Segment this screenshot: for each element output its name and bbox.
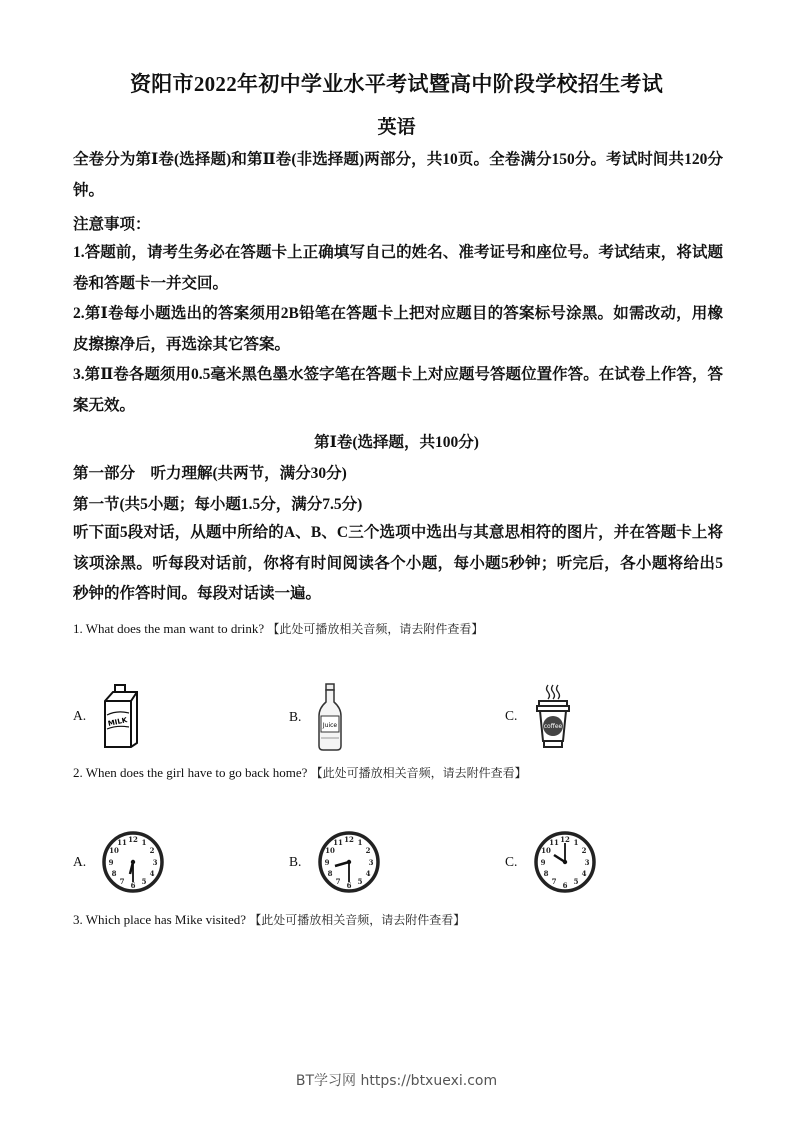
- svg-text:9: 9: [108, 858, 114, 867]
- svg-text:11: 11: [333, 838, 343, 847]
- subject-title: 英语: [377, 117, 416, 138]
- footer-watermark: BT学习网 https://btxuexi.com: [295, 1073, 498, 1089]
- listening-instructions: 听下面5段对话，从题中所给的A、B、C三个选项中选出与其意思相符的图片，并在答题卡上将该项涂黑。听每段对话前，你将有时间阅读各个小题，每小题5秒钟；听完后，各小题将给出5秒钟的作答时间。每段对话读一遍。: [73, 524, 723, 602]
- svg-text:2: 2: [581, 846, 587, 855]
- intro-paragraph: 全卷分为第Ⅰ卷(选择题)和第Ⅱ卷(非选择题)两部分，共10页。全卷满分150分。考试时间共120分钟。: [73, 151, 723, 199]
- svg-text:8: 8: [543, 869, 549, 878]
- milk-carton-icon: [101, 683, 141, 749]
- svg-text:12: 12: [344, 835, 354, 844]
- svg-text:6: 6: [346, 881, 352, 890]
- svg-text:4: 4: [365, 869, 371, 878]
- svg-text:7: 7: [551, 877, 557, 886]
- svg-text:12: 12: [128, 835, 138, 844]
- question-3: [73, 911, 465, 928]
- svg-text:3: 3: [152, 858, 158, 867]
- notice-item-1: 1.答题前，请考生务必在答题卡上正确填写自己的姓名、准考证号和座位号。考试结束，将试题卷和答题卡一并交回。: [73, 244, 723, 292]
- notice-item-2: 2.第Ⅰ卷每小题选出的答案须用2B铅笔在答题卡上把对应题目的答案标号涂黑。如需改动，用橡皮擦擦净后，再选涂其它答案。: [73, 305, 723, 353]
- svg-text:Juice: Juice: [322, 722, 338, 729]
- svg-text:6: 6: [562, 881, 568, 890]
- svg-text:12: 12: [560, 835, 570, 844]
- svg-text:9: 9: [324, 858, 330, 867]
- svg-text:5: 5: [141, 877, 147, 886]
- clock-icon: [101, 830, 165, 894]
- notice-item-3: 3.第Ⅱ卷各题须用0.5毫米黑色墨水签字笔在答题卡上对应题号答题位置作答。在试卷上作答，答案无效。: [73, 366, 723, 414]
- svg-text:2: 2: [365, 846, 371, 855]
- svg-text:1: 1: [573, 838, 579, 847]
- volume-title: 第Ⅰ卷(选择题，共100分): [314, 434, 479, 451]
- question-2: [73, 764, 527, 781]
- svg-text:8: 8: [327, 869, 333, 878]
- svg-text:MILK: MILK: [107, 716, 128, 728]
- svg-text:11: 11: [549, 838, 559, 847]
- svg-text:7: 7: [119, 877, 125, 886]
- svg-text:7: 7: [335, 877, 341, 886]
- svg-text:4: 4: [149, 869, 155, 878]
- juice-bottle-icon: [317, 682, 343, 752]
- svg-text:3: 3: [368, 858, 374, 867]
- exam-title: 资阳市2022年初中学业水平考试暨高中阶段学校招生考试: [129, 72, 664, 96]
- svg-text:10: 10: [109, 846, 119, 855]
- svg-text:3: 3: [584, 858, 590, 867]
- svg-text:1: 1: [357, 838, 363, 847]
- audio-note[interactable]: 【此处可播放相关音频，请去附件查看】: [310, 766, 527, 780]
- question-1: [73, 620, 483, 637]
- question-text: 3. Which place has Mike visited?: [73, 912, 247, 927]
- svg-text:10: 10: [325, 846, 335, 855]
- notice-heading: 注意事项：: [73, 216, 151, 233]
- audio-note[interactable]: 【此处可播放相关音频，请去附件查看】: [249, 913, 466, 927]
- q2-option-c[interactable]: C. 12 1 2 3 4 5 6 7 8 9 10 11: [505, 830, 597, 894]
- q2-option-b[interactable]: B. 12 1 2 3 4 5 6 7 8 9 10 11: [289, 830, 381, 894]
- part-title: 第一部分 听力理解(共两节，满分30分): [73, 465, 347, 482]
- svg-text:2: 2: [149, 846, 155, 855]
- section-title: 第一节(共5小题；每小题1.5分，满分7.5分): [73, 496, 363, 513]
- svg-text:coffee: coffee: [543, 723, 563, 730]
- question-text: 1. What does the man want to drink?: [73, 621, 265, 636]
- svg-text:5: 5: [573, 877, 579, 886]
- clock-icon: [533, 830, 597, 894]
- svg-text:5: 5: [357, 877, 363, 886]
- svg-text:4: 4: [581, 869, 587, 878]
- clock-icon: [317, 830, 381, 894]
- svg-text:9: 9: [540, 858, 546, 867]
- q1-option-b[interactable]: B. Juice: [289, 682, 343, 752]
- q1-option-a[interactable]: A. MILK: [73, 683, 141, 749]
- q1-option-c[interactable]: C. coffee: [505, 683, 573, 749]
- svg-text:10: 10: [541, 846, 551, 855]
- audio-note[interactable]: 【此处可播放相关音频，请去附件查看】: [267, 622, 484, 636]
- svg-text:8: 8: [111, 869, 117, 878]
- svg-text:1: 1: [141, 838, 147, 847]
- coffee-cup-icon: [533, 683, 573, 749]
- svg-text:11: 11: [117, 838, 127, 847]
- svg-text:6: 6: [130, 881, 136, 890]
- question-text: 2. When does the girl have to go back home?: [73, 765, 308, 780]
- q2-option-a[interactable]: A. 12 1 2 3 4 5 6 7 8 9 10 11: [73, 830, 165, 894]
